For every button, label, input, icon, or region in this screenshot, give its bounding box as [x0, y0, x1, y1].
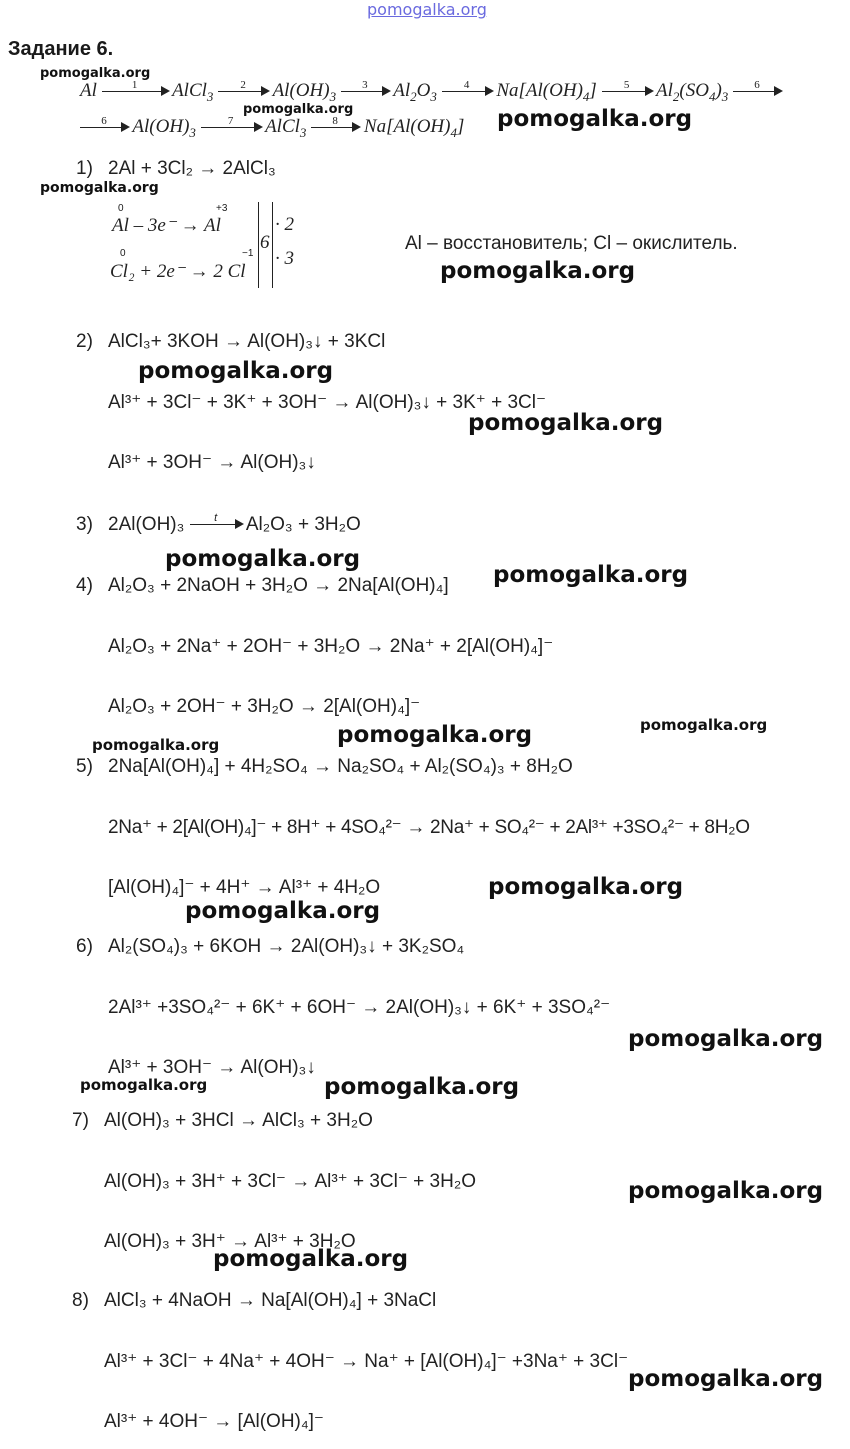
watermark: pomogalka.org — [40, 66, 151, 81]
chain-species: Al — [80, 80, 97, 101]
reaction-2-full-ionic: Al³⁺ + 3Cl⁻ + 3K⁺ + 3OH⁻ → Al(OH)₃↓ + 3K⁺ + 3Cl⁻ — [108, 392, 547, 413]
reaction-7-full-ionic: Al(OH)₃ + 3H⁺ + 3Cl⁻ → Al³⁺ + 3Cl⁻ + 3H₂O — [104, 1171, 476, 1192]
reaction-6-short-ionic: Al³⁺ + 3OH⁻ → Al(OH)₃↓ — [108, 1057, 316, 1078]
chain-arrow: 8 — [311, 127, 359, 128]
reaction-6-full-ionic: 2Al³⁺ +3SO₄²⁻ + 6K⁺ + 6OH⁻ → 2Al(OH)₃↓ + 6K⁺ + 3SO₄²⁻ — [108, 997, 611, 1018]
reaction-3: 3) 2Al(OH)₃ t Al₂O₃ + 3H₂O — [76, 512, 361, 535]
redox-note: Al – восстановитель; Cl – окислитель. — [405, 233, 738, 254]
chain-species: AlCl$_3$ — [265, 116, 307, 140]
chain-species: $Al(OH)_3$ — [132, 116, 196, 140]
watermark: pomogalka.org — [628, 1026, 824, 1052]
watermark: pomogalka.org — [213, 1246, 409, 1272]
chain-species: AlCl$_3$ — [172, 80, 214, 104]
chain-arrow: 5 — [602, 91, 652, 92]
chain-species: $Al_2O_3$ — [393, 80, 437, 104]
watermark: pomogalka.org — [468, 410, 664, 436]
watermark: pomogalka.org — [628, 1366, 824, 1392]
chain-arrow: 7 — [201, 127, 261, 128]
chain-species: $Na[Al(OH)_4]$ — [496, 80, 597, 104]
watermark: pomogalka.org — [628, 1178, 824, 1204]
watermark: pomogalka.org — [243, 102, 354, 117]
reaction-5-short-ionic: [Al(OH)₄]⁻ + 4H⁺ → Al³⁺ + 4H₂O — [108, 877, 381, 898]
site-link-top[interactable]: pomogalka.org — [367, 0, 487, 19]
chain-species: $Al(OH)_3$ — [272, 80, 337, 104]
watermark: pomogalka.org — [138, 358, 334, 384]
watermark: pomogalka.org — [165, 546, 361, 572]
reaction-7: 7) Al(OH)₃ + 3HCl → AlCl₃ + 3H₂O — [72, 1110, 373, 1131]
reaction-8-full-ionic: Al³⁺ + 3Cl⁻ + 4Na⁺ + 4OH⁻ → Na⁺ + [Al(OH)₄]⁻ +3Na⁺ + 3Cl⁻ — [104, 1351, 629, 1372]
reaction-2-short-ionic: Al³⁺ + 3OH⁻ → Al(OH)₃↓ — [108, 452, 316, 473]
reaction-5-full-ionic: 2Na⁺ + 2[Al(OH)₄]⁻ + 8H⁺ + 4SO₄²⁻ → 2Na⁺ + SO₄²⁻ + 2Al³⁺ +3SO₄²⁻ + 8H₂O — [108, 817, 750, 838]
watermark: pomogalka.org — [337, 722, 533, 748]
chain-arrow: 6 — [80, 127, 128, 128]
watermark: pomogalka.org — [640, 716, 768, 734]
reaction-4-short-ionic: Al₂O₃ + 2OH⁻ + 3H₂O → 2[Al(OH)₄]⁻ — [108, 696, 421, 717]
watermark: pomogalka.org — [92, 736, 220, 754]
chain-arrow: 2 — [218, 91, 268, 92]
watermark: pomogalka.org — [40, 180, 159, 196]
electron-balance: 0 +3 Al – 3e⁻ → Al 0 −1 Cl₂ + 2e⁻ → 2 Cl 6 · 2 · 3 — [108, 200, 308, 295]
watermark: pomogalka.org — [185, 898, 381, 924]
reaction-6: 6) Al₂(SO₄)₃ + 6KOH → 2Al(OH)₃↓ + 3K₂SO₄ — [76, 936, 465, 957]
reaction-chain-row2 — [80, 116, 464, 138]
reaction-8: 8) AlCl₃ + 4NaOH → Na[Al(OH)₄] + 3NaCl — [72, 1290, 437, 1311]
chain-species: $Al_2(SO_4)_3$ — [656, 80, 729, 104]
chain-arrow: 6 — [733, 91, 781, 92]
watermark: pomogalka.org — [324, 1074, 520, 1100]
chain-arrow: 3 — [341, 91, 389, 92]
chain-arrow: 4 — [442, 91, 492, 92]
reaction-5: 5) 2Na[Al(OH)₄] + 4H₂SO₄ → Na₂SO₄ + Al₂(SO₄)₃ + 8H₂O — [76, 756, 573, 777]
watermark: pomogalka.org — [493, 562, 689, 588]
reaction-4-full-ionic: Al₂O₃ + 2Na⁺ + 2OH⁻ + 3H₂O → 2Na⁺ + 2[Al(OH)₄]⁻ — [108, 636, 554, 657]
watermark: pomogalka.org — [440, 258, 636, 284]
watermark: pomogalka.org — [488, 874, 684, 900]
reaction-2: 2) AlCl₃+ 3KOH → Al(OH)₃↓ + 3KCl — [76, 331, 386, 352]
watermark: pomogalka.org — [80, 1076, 208, 1094]
heat-arrow: t — [190, 524, 242, 525]
watermark: pomogalka.org — [497, 106, 693, 132]
reaction-chain-row1 — [80, 80, 781, 102]
reaction-7-short-ionic: Al(OH)₃ + 3H⁺ → Al³⁺ + 3H₂O — [104, 1231, 356, 1252]
chain-arrow: 1 — [102, 91, 168, 92]
chain-species: $Na[Al(OH)_4]$ — [363, 116, 465, 140]
reaction-8-short-ionic: Al³⁺ + 4OH⁻ → [Al(OH)₄]⁻ — [104, 1411, 324, 1432]
reaction-4: 4) Al₂O₃ + 2NaOH + 3H₂O → 2Na[Al(OH)₄] — [76, 575, 449, 596]
page-title: Задание 6. — [8, 38, 114, 60]
reaction-1: 1) 2Al + 3Cl₂ → 2AlCl₃ — [76, 158, 276, 179]
